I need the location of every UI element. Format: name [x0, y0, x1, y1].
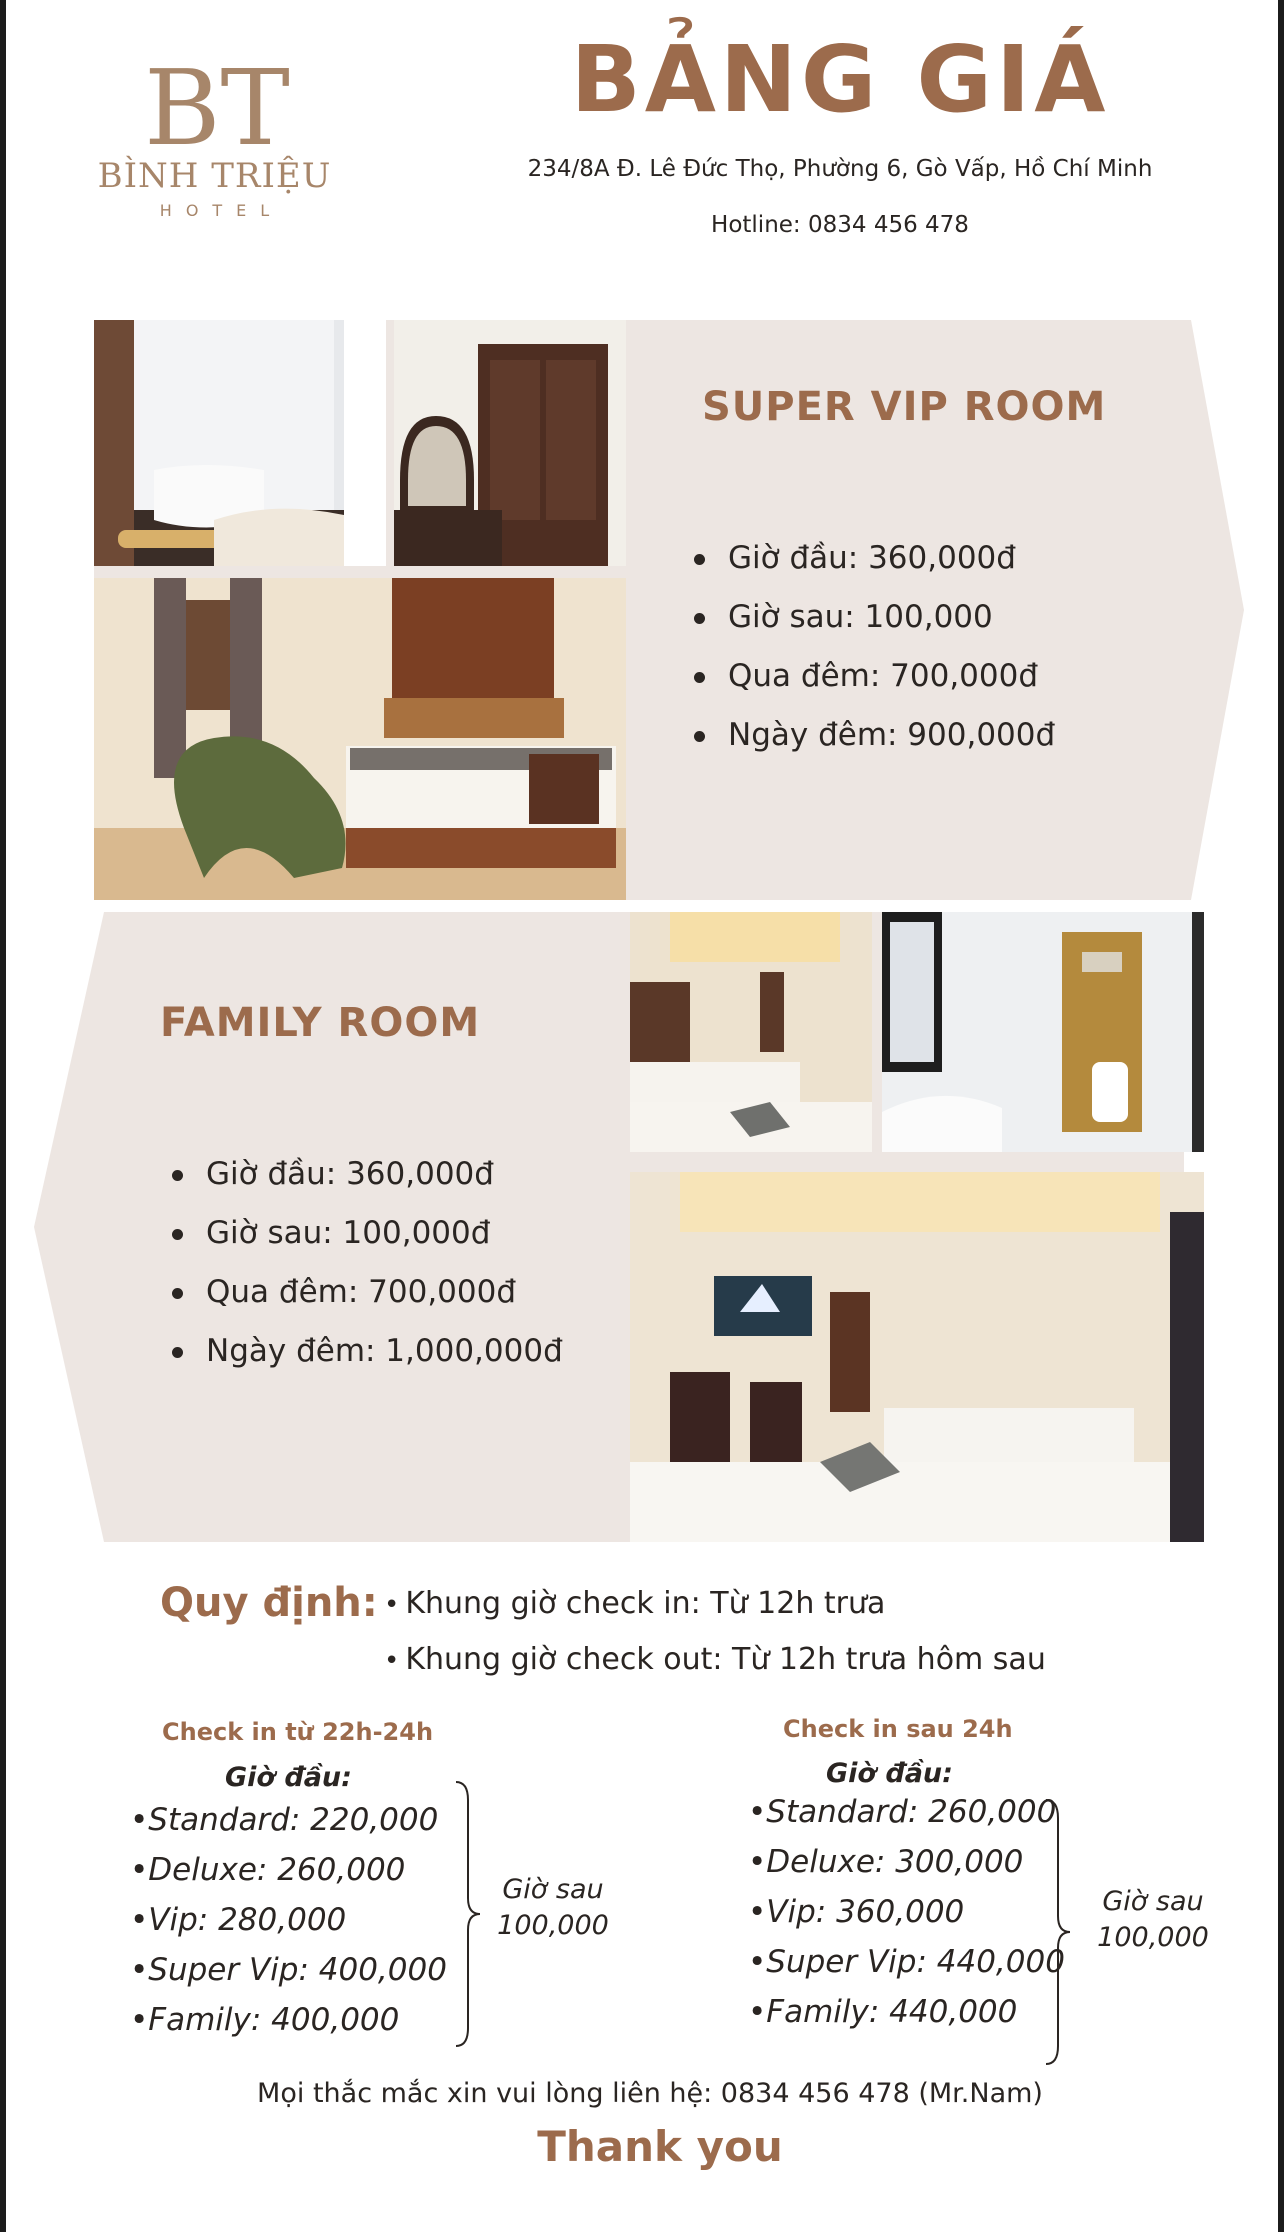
page-title: BẢNG GIÁ	[570, 26, 1110, 133]
super-vip-bedroom-photo	[94, 578, 626, 900]
late-checkin-2-tier-deluxe: •Deluxe: 300,000	[748, 1844, 1024, 1880]
vanity-wardrobe-photo	[394, 320, 626, 566]
logo-name: BÌNH TRIỆU	[97, 156, 332, 196]
late-checkin-2-tier-family: •Family: 440,000	[748, 1994, 1018, 2030]
late-checkin-1-after-hours	[478, 1872, 628, 1944]
late-checkin-2-first-hour-label: Giờ đầu:	[826, 1758, 953, 1789]
rules-heading: Quy định:	[160, 1580, 378, 1626]
family-price-overnight: Qua đêm: 700,000đ	[172, 1274, 563, 1333]
late-checkin-2-heading: Check in sau 24h	[783, 1715, 1013, 1743]
late-checkin-1-tier-deluxe: •Deluxe: 260,000	[130, 1852, 406, 1888]
late-checkin-1-tier-vip: •Vip: 280,000	[130, 1902, 347, 1938]
hotel-logo	[92, 47, 337, 226]
contact-line: Mọi thắc mắc xin vui lòng liên hệ: 0834 456 478 (Mr.Nam)	[257, 2078, 1043, 2109]
family-room-photo-small	[630, 912, 872, 1152]
late-checkin-2-after-hours	[1078, 1884, 1228, 1956]
late-checkin-1-first-hour-label: Giờ đầu:	[225, 1762, 352, 1793]
rule-check-out-text: Khung giờ check out: Từ 12h trưa hôm sau	[405, 1642, 1046, 1677]
super-vip-price-overnight: Qua đêm: 700,000đ	[694, 658, 1055, 717]
family-price-full-day: Ngày đêm: 1,000,000đ	[172, 1333, 563, 1392]
family-price-list	[172, 1156, 563, 1392]
super-vip-price-first-hour: Giờ đầu: 360,000đ	[694, 540, 1055, 599]
rule-check-in: • Khung giờ check in: Từ 12h trưa	[384, 1586, 886, 1621]
late-checkin-2-after-value: 100,000	[1097, 1922, 1209, 1953]
late-checkin-1-after-label: Giờ sau	[502, 1874, 604, 1905]
late-checkin-1-heading: Check in từ 22h-24h	[162, 1718, 434, 1746]
address: 234/8A Đ. Lê Đức Thọ, Phường 6, Gò Vấp, Hồ Chí Minh	[527, 156, 1153, 182]
left-edge	[0, 0, 6, 2232]
late-checkin-2-tier-vip: •Vip: 360,000	[748, 1894, 965, 1930]
hotline: Hotline: 0834 456 478	[711, 212, 969, 238]
late-checkin-2-tier-standard: •Standard: 260,000	[748, 1794, 1057, 1830]
thank-you: Thank you	[537, 2122, 783, 2171]
logo-monogram: BT	[144, 47, 290, 169]
family-bathroom-photo	[882, 912, 1204, 1152]
late-checkin-1-tier-family: •Family: 400,000	[130, 2002, 400, 2038]
super-vip-title: SUPER VIP ROOM	[702, 384, 1107, 430]
family-price-next-hour: Giờ sau: 100,000đ	[172, 1215, 563, 1274]
super-vip-price-list	[694, 540, 1055, 776]
late-checkin-1-after-value: 100,000	[497, 1910, 609, 1941]
logo-subtitle: HOTEL	[159, 201, 284, 220]
late-checkin-2-after-label: Giờ sau	[1102, 1886, 1204, 1917]
family-bedroom-photo	[630, 1172, 1204, 1542]
rule-check-out: • Khung giờ check out: Từ 12h trưa hôm sau	[384, 1642, 1046, 1677]
rule-check-in-text: Khung giờ check in: Từ 12h trưa	[405, 1586, 886, 1621]
late-checkin-2-brace-icon	[1040, 1798, 1074, 2066]
late-checkin-1-tier-super-vip: •Super Vip: 400,000	[130, 1952, 447, 1988]
late-checkin-2-tier-super-vip: •Super Vip: 440,000	[748, 1944, 1065, 1980]
family-title: FAMILY ROOM	[160, 1000, 481, 1046]
logo-monogram-icon	[144, 47, 290, 169]
super-vip-price-full-day: Ngày đêm: 900,000đ	[694, 717, 1055, 776]
super-vip-price-next-hour: Giờ sau: 100,000	[694, 599, 1055, 658]
late-checkin-1-tier-standard: •Standard: 220,000	[130, 1802, 439, 1838]
bathroom-photo	[94, 320, 386, 566]
right-edge	[1278, 0, 1284, 2232]
family-price-first-hour: Giờ đầu: 360,000đ	[172, 1156, 563, 1215]
